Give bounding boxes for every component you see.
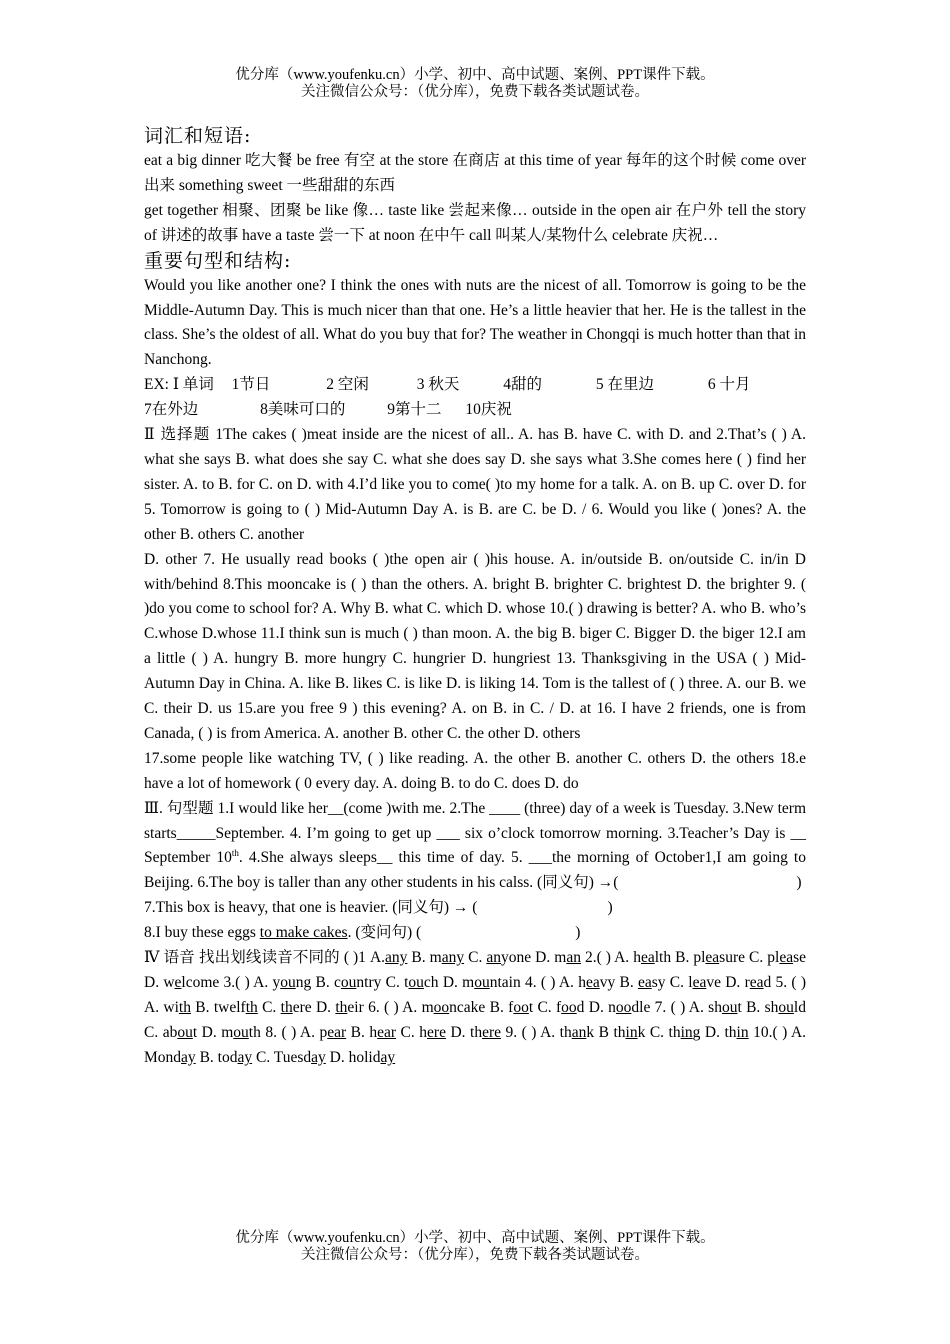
- part4-paragraph: Ⅳ 语音 找出划线读音不同的 ( )1 A.any B. many C. anyone D. man 2.( ) A. health B. pleasure C. please D. welcome 3.( ) A. young B. country C. touch D. mountain 4. ( ) A. heavy B. easy C. leave D. read 5. ( ) A. with B. twelfth C. there D. their 6. ( ) A. mooncake B. foot C. food D. noodle 7. ( ) A. shout B. should C. about D. mouth 8. ( ) A. pear B. hear C. here D. there 9. ( ) A. thank B think C. thing D. thin 10.( ) A. Monday B. today C. Tuesday D. holiday: [144, 949, 807, 1066]
- page-footer: [0, 1230, 950, 1264]
- part3-title: Ⅲ. 句型题: [144, 799, 214, 817]
- ex-words-row-2: [144, 398, 806, 423]
- word-item: 6 十月: [707, 376, 751, 394]
- page-header: [0, 67, 950, 101]
- part2-title: Ⅱ 选择题: [144, 426, 211, 444]
- part3-sentence-8: 8.I buy these eggs to make cakes. (变问句) ( ): [144, 924, 581, 942]
- vocab-paragraph-1: eat a big dinner 吃大餐 be free 有空 at the store 在商店 at this time of year 每年的这个时候 come over 出来 something sweet 一些甜甜的东西: [144, 152, 806, 194]
- document-body: [144, 124, 806, 1071]
- vocab-heading: 词汇和短语:: [144, 125, 252, 147]
- word-item: 7在外边: [144, 401, 199, 419]
- word-item: 9第十二: [387, 401, 442, 419]
- part2-paragraph-1: Ⅱ 选择题 1The cakes ( )meat inside are the nicest of all.. A. has B. have C. with D. and 2.That’s ( ) A. what she says B. what does she say C. what she does say D. she says what 3.She comes here ( ) find her sister. A. to B. for C. on D. with 4.I’d like you to come( )to my home for a talk. A. on B. up C. over D. for 5. Tomorrow is going to ( ) Mid-Autumn Day A. is B. are C. be D. / 6. Would you like ( )ones? A. the other B. others C. another: [144, 426, 806, 543]
- ex-label: EX:: [144, 376, 169, 394]
- word-item: 1节日: [231, 376, 271, 394]
- word-item: 8美味可口的: [260, 401, 346, 419]
- header-line-1: 优分库（www.youfenku.cn）小学、初中、高中试题、案例、PPT课件下载。: [235, 67, 715, 83]
- word-item: 3 秋天: [416, 376, 460, 394]
- part2-paragraph-3: 17.some people like watching TV, ( ) like reading. A. the other B. another C. others D. the others 18.e have a lot of homework ( 0 every day. A. doing B. to do C. does D. do: [144, 749, 806, 792]
- part3-sentence-7: 7.This box is heavy, that one is heavier. (同义句) → ( ): [144, 899, 613, 917]
- word-item: 5 在里边: [595, 376, 655, 394]
- part2-paragraph-2: D. other 7. He usually read books ( )the open air ( )his house. A. in/outside B. on/outside C. in/in D with/behind 8.This mooncake is ( ) than the others. A. bright B. brighter C. brightest D. the brighter 9. ( )do you come to school for? A. Why B. what C. which D. whose 10.( ) drawing is better? A. who B. who’s C.whose D.whose 11.I think sun is much ( ) than moon. A. the big B. biger C. Bigger D. the biger 12.I am a little ( ) A. hungry B. more hungry C. hungrier D. hungriest 13. Thanksgiving in the USA ( ) Mid-Autumn Day in China. A. like B. likes C. is like D. is liking 14. Tom is the tallest of ( ) three. A. our B. we C. their D. us 15.are you free 9 ) this evening? A. on B. in C. / D. at 16. I have 2 friends, one is from Canada, ( ) is from America. A. another B. other C. the other D. others: [144, 550, 806, 742]
- part3-paragraph: Ⅲ. 句型题 1.I would like her__(come )with me. 2.The ____ (three) day of a week is Tuesday. 3.New term starts_____September. 4. I’m going to get up ___ six o’clock tomorrow morning. 3.Teacher’s Day is __ September 10th. 4.She always sleeps__ this time of day. 5. ___the morning of October1,I am going to Beijing. 6.The boy is taller than any other students in his calss. (同义句) →( ): [144, 799, 807, 892]
- footer-line-2: 关注微信公众号：（优分库），免费下载各类试题试卷。: [301, 1247, 649, 1263]
- part1-title: Ⅰ 单词: [172, 376, 214, 394]
- sentences-heading: 重要句型和结构:: [144, 249, 292, 272]
- vocab-paragraph-2: get together 相聚、团聚 be like 像… taste like 尝起来像… outside in the open air 在户外 tell the story of 讲述的故事 have a taste 尝一下 at noon 在中午 call 叫某人/某物什么 celebrate 庆祝…: [144, 201, 806, 244]
- footer-line-1: 优分库（www.youfenku.cn）小学、初中、高中试题、案例、PPT课件下载。: [235, 1230, 715, 1246]
- part4-title: Ⅳ 语音: [144, 949, 195, 967]
- sentences-paragraph: Would you like another one? I think the ones with nuts are the nicest of all. Tomorrow is going to be the Middle-Autumn Day. This is much nicer than that one. He’s a little heavier that her. He is the tallest in the class. She’s the oldest of all. What do you buy that for? The weather in Chongqi is much hotter than that in Nanchong.: [144, 276, 806, 369]
- ex-words-row-1: [144, 373, 806, 398]
- word-item: 4甜的: [503, 376, 543, 394]
- header-line-2: 关注微信公众号：（优分库），免费下载各类试题试卷。: [301, 84, 649, 100]
- word-item: 2 空闲: [326, 376, 369, 394]
- word-item: 10庆祝: [465, 401, 512, 419]
